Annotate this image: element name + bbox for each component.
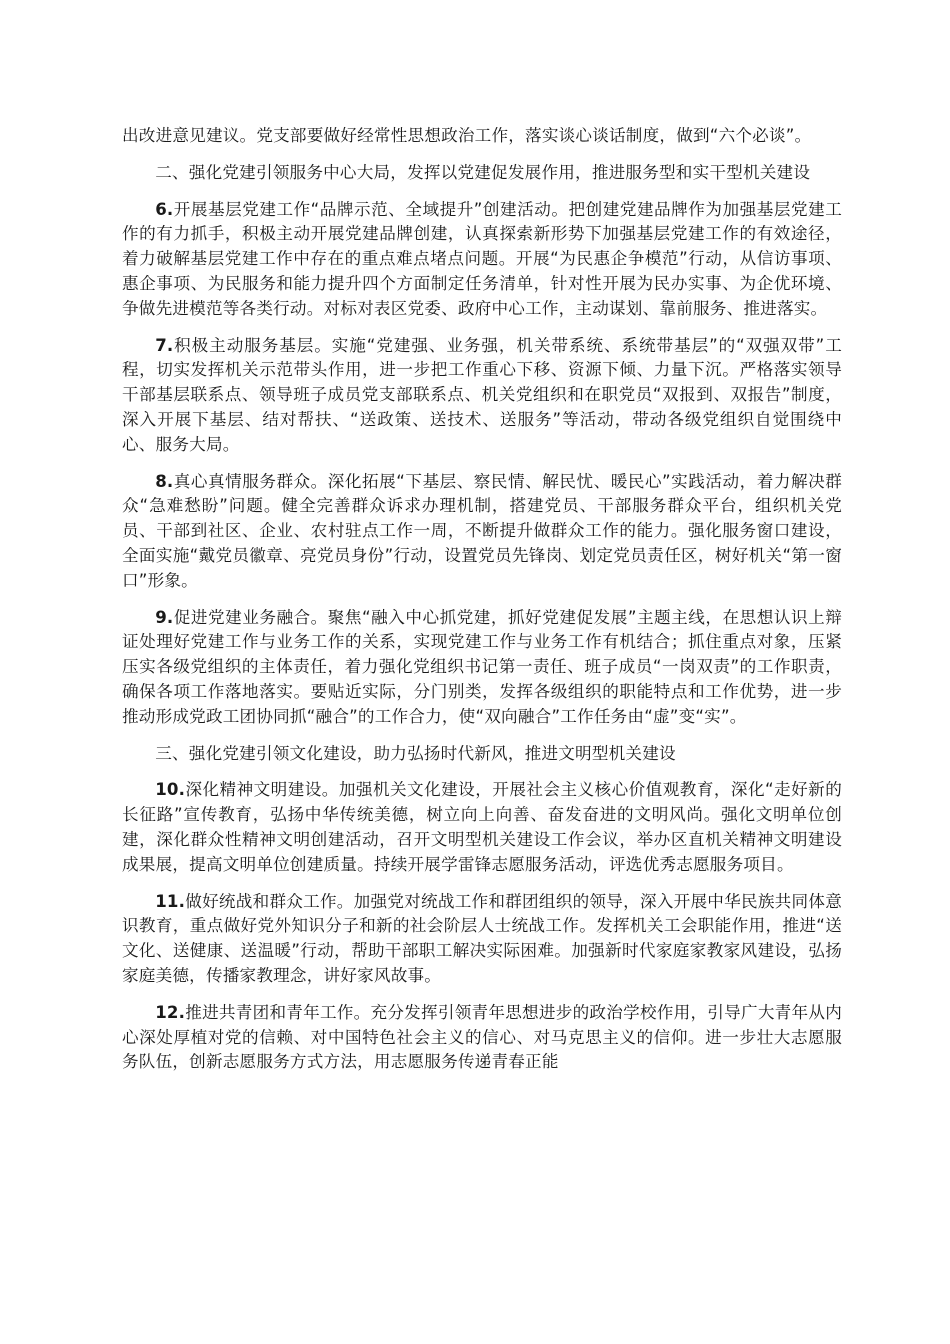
item-number: 9. [155,607,174,627]
paragraph-text: 真心真情服务群众。深化拓展“下基层、察民情、解民忧、暖民心”实践活动，着力解决群众“急难愁盼”问题。健全完善群众诉求办理机制，搭建党员、干部服务群众平台，组织机关党员、干部到社区、企业、农村驻点工作一周，不断提升做群众工作的能力。强化服务窗口建设，全面实施“戴党员徽章、亮党员身份”行动，设置党员先锋岗、划定党员责任区，树好机关“第一窗口”形象。 [122,471,842,590]
item-number: 12. [155,1002,186,1022]
paragraph-text: 三、强化党建引领文化建设，助力弘扬时代新风，推进文明型机关建设 [155,743,676,763]
section-heading [122,161,842,186]
paragraph [122,606,842,730]
paragraph-text: 二、强化党建引领服务中心大局，发挥以党建促发展作用，推进服务型和实干型机关建设 [155,162,811,182]
item-number: 7. [155,335,174,355]
paragraph [122,198,842,322]
paragraph-text: 促进党建业务融合。聚焦“融入中心抓党建，抓好党建促发展”主题主线，在思想认识上辩证处理好党建工作与业务工作的关系，实现党建工作与业务工作有机结合；抓住重点对象，压紧压实各级党组织的主体责任，着力强化党组织书记第一责任、班子成员“一岗双责”的工作职责，确保各项工作落地落实。要贴近实际，分门别类，发挥各级组织的职能特点和工作优势，进一步推动形成党政工团协同抓“融合”的工作合力，使“双向融合”工作任务由“虚”变“实”。 [122,607,842,726]
item-number: 10. [155,780,186,800]
section-heading [122,742,842,767]
paragraph [122,1001,842,1075]
paragraph [122,334,842,458]
paragraph [122,124,842,149]
paragraph-text: 深化精神文明建设。加强机关文化建设，开展社会主义核心价值观教育，深化“走好新的长征路”宣传教育，弘扬中华传统美德，树立向上向善、奋发奋进的文明风尚。强化文明单位创建，深化群众性精神文明创建活动，召开文明型机关建设工作会议，举办区直机关精神文明建设成果展，提高文明单位创建质量。持续开展学雷锋志愿服务活动，评选优秀志愿服务项目。 [122,780,842,874]
paragraph-text: 推进共青团和青年工作。充分发挥引领青年思想进步的政治学校作用，引导广大青年从内心深处厚植对党的信赖、对中国特色社会主义的信心、对马克思主义的信仰。进一步壮大志愿服务队伍，创新志愿服务方式方法，用志愿服务传递青春正能 [122,1002,842,1072]
item-number: 11. [155,891,186,911]
document-body [122,124,842,1087]
paragraph [122,470,842,594]
paragraph [122,890,842,989]
paragraph-text: 做好统战和群众工作。加强党对统战工作和群团组织的领导，深入开展中华民族共同体意识教育，重点做好党外知识分子和新的社会阶层人士统战工作。发挥机关工会职能作用，推进“送文化、送健康、送温暖”行动，帮助干部职工解决实际困难。加强新时代家庭家教家风建设，弘扬家庭美德，传播家教理念，讲好家风故事。 [122,891,842,985]
item-number: 8. [155,471,174,491]
paragraph [122,778,842,877]
paragraph-text: 积极主动服务基层。实施“党建强、业务强，机关带系统、系统带基层”的“双强双带”工程，切实发挥机关示范带头作用，进一步把工作重心下移、资源下倾、力量下沉。严格落实领导干部基层联系点、领导班子成员党支部联系点、机关党组织和在职党员“双报到、双报告”制度，深入开展下基层、结对帮扶、“送政策、送技术、送服务”等活动，带动各级党组织自觉围绕中心、服务大局。 [122,335,842,454]
paragraph-text: 出改进意见建议。党支部要做好经常性思想政治工作，落实谈心谈话制度，做到“六个必谈”。 [122,126,812,145]
item-number: 6. [155,199,174,219]
paragraph-text: 开展基层党建工作“品牌示范、全域提升”创建活动。把创建党建品牌作为加强基层党建工作的有力抓手，积极主动开展党建品牌创建，认真探索新形势下加强基层党建工作的有效途径，着力破解基层党建工作中存在的重点难点堵点问题。开展“为民惠企争模范”行动，从信访事项、惠企事项、为民服务和能力提升四个方面制定任务清单，针对性开展为民办实事、为企优环境、争做先进模范等各类行动。对标对表区党委、政府中心工作，主动谋划、靠前服务、推进落实。 [122,199,842,318]
